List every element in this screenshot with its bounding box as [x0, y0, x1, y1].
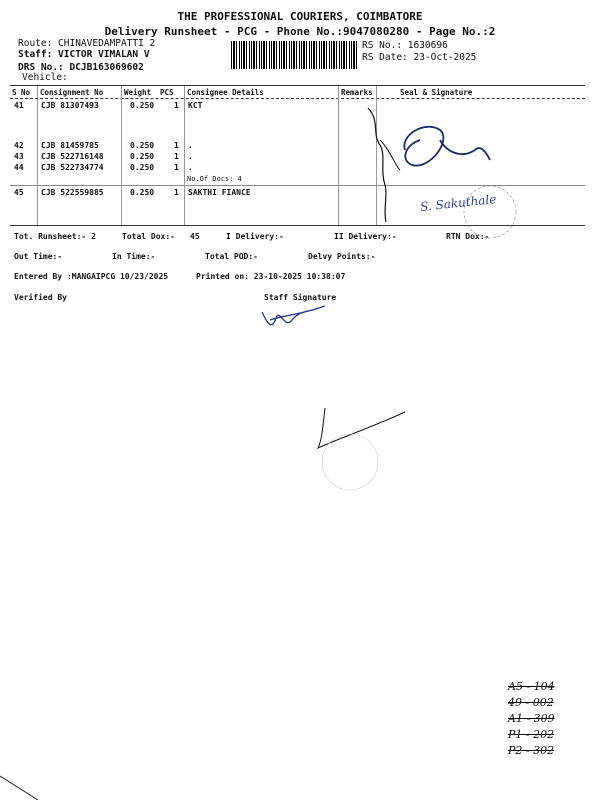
row-sno: 44 — [14, 163, 24, 172]
tally-line: A5 - 104 — [508, 680, 555, 693]
row-consignee: . — [188, 152, 193, 161]
row-consignment: CJB 81459785 — [41, 141, 99, 150]
col-header-consignee: Consignee Details — [187, 88, 264, 97]
printed-on: Printed on: 23-10-2025 10:38:07 — [196, 272, 346, 281]
total-pod: Total POD:- — [205, 252, 258, 261]
row-pcs: 1 — [174, 141, 179, 150]
staff-signature — [262, 306, 325, 325]
tick-mark — [318, 408, 405, 448]
row-sno: 43 — [14, 152, 24, 161]
total-dox-value: 45 — [190, 232, 200, 241]
recipient-signature-1 — [404, 127, 490, 166]
recipient-signature-name: S. Sakuthale — [419, 192, 497, 214]
row-pcs: 1 — [174, 152, 179, 161]
tally-line: P2 - 302 — [508, 744, 555, 757]
verified-by: Verified By — [14, 293, 67, 302]
entered-by: Entered By :MANGAIPCG 10/23/2025 — [14, 272, 169, 281]
col-header-seal: Seal & Signature — [400, 88, 473, 97]
tally-line: 49 - 002 — [508, 696, 554, 709]
row-weight: 0.250 — [130, 141, 155, 150]
runsheet-title: Delivery Runsheet - PCG - Phone No.:9047080280 - Page No.:2 — [104, 25, 496, 38]
no-of-docs: No.Of Docs: 4 — [187, 175, 242, 183]
tot-runsheet: Tot. Runsheet:- 2 — [14, 232, 96, 241]
row-pcs: 1 — [174, 101, 179, 110]
row-consignment: CJB 522559885 — [41, 188, 104, 197]
row-consignee: . — [188, 163, 193, 172]
staff-signature-label: Staff Signature — [264, 293, 337, 302]
rs-date: RS Date: 23-Oct-2025 — [362, 52, 477, 63]
row-consignment: CJB 522734774 — [41, 163, 104, 172]
row-weight: 0.250 — [130, 163, 155, 172]
row-weight: 0.250 — [130, 101, 155, 110]
total-dox-label: Total Dox:- — [122, 232, 175, 241]
tally-line: A1 - 309 — [508, 712, 555, 725]
remarks-scribble — [368, 108, 386, 222]
col-header-remarks: Remarks — [341, 88, 373, 97]
row-consignment: CJB 522716148 — [41, 152, 104, 161]
route-label: Route: CHINAVEDAMPATTI 2 — [18, 38, 156, 49]
row-sno: 42 — [14, 141, 24, 150]
rs-number: RS No.: 1630696 — [362, 40, 448, 51]
company-name: THE PROFESSIONAL COURIERS, COIMBATORE — [177, 10, 423, 23]
tally-line: P1 - 202 — [508, 728, 555, 741]
row-pcs: 1 — [174, 163, 179, 172]
row-sno: 41 — [14, 101, 24, 110]
col-header-sno: S No — [12, 88, 31, 97]
col-header-weight: Weight — [124, 88, 152, 97]
col-header-pcs: PCS — [160, 88, 174, 97]
i-delivery: I Delivery:- — [226, 232, 284, 241]
col-header-consignment: Consignment No — [40, 88, 104, 97]
rtn-dox: RTN Dox:- — [446, 232, 490, 241]
out-time: Out Time:- — [14, 252, 63, 261]
ii-delivery: II Delivery:- — [334, 232, 397, 241]
row-consignee: . — [188, 141, 193, 150]
row-consignee: KCT — [188, 101, 203, 110]
staff-label: Staff: VICTOR VIMALAN V — [18, 49, 150, 60]
row-weight: 0.250 — [130, 152, 155, 161]
row-pcs: 1 — [174, 188, 179, 197]
delvy-points: Delvy Points:- — [308, 252, 376, 261]
in-time: In Time:- — [112, 252, 156, 261]
drs-number: DRS No.: DCJB163069602 — [18, 62, 144, 73]
row-consignment: CJB 81307493 — [41, 101, 99, 110]
row-sno: 45 — [14, 188, 24, 197]
vehicle-label: Vehicle: — [22, 72, 68, 83]
row-weight: 0.250 — [130, 188, 155, 197]
row-consignee: SAKTHI FIANCE — [188, 188, 251, 197]
